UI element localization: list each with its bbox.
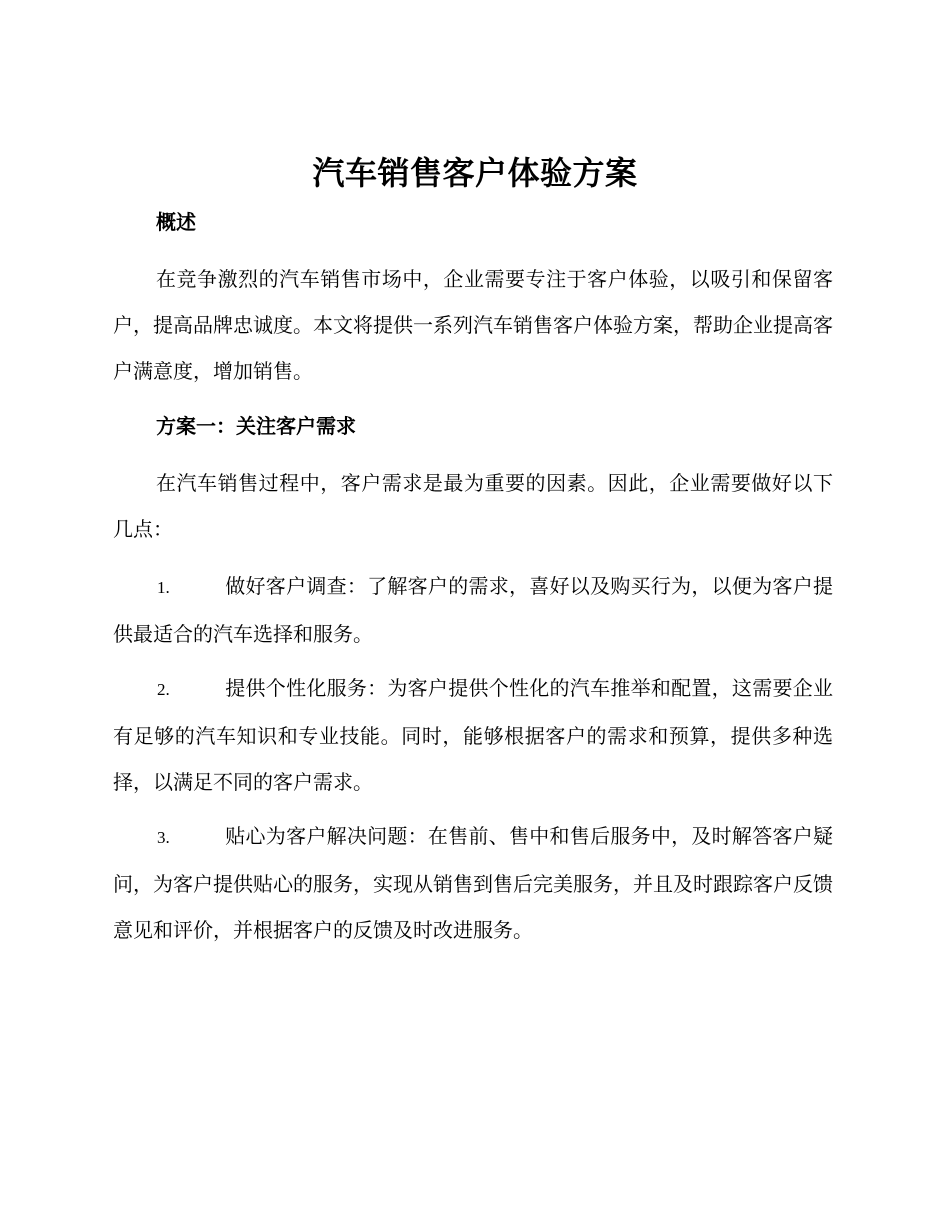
list-item-text: 做好客户调查：了解客户的需求，喜好以及购买行为，以便为客户提供最适合的汽车选择和服务。	[113, 574, 833, 646]
overview-paragraph: 在竞争激烈的汽车销售市场中，企业需要专注于客户体验，以吸引和保留客户，提高品牌忠诚度。本文将提供一系列汽车销售客户体验方案，帮助企业提高客户满意度，增加销售。	[113, 267, 833, 383]
list-item	[113, 813, 833, 953]
plan1-intro-paragraph: 在汽车销售过程中，客户需求是最为重要的因素。因此，企业需要做好以下几点：	[113, 471, 833, 541]
list-item-number: 3.	[157, 828, 170, 847]
list-item-text: 提供个性化服务：为客户提供个性化的汽车推举和配置，这需要企业有足够的汽车知识和专业技能。同时，能够根据客户的需求和预算，提供多种选择，以满足不同的客户需求。	[113, 676, 833, 794]
document-title: 汽车销售客户体验方案	[312, 154, 638, 192]
list-item	[113, 665, 833, 805]
list-item	[113, 563, 833, 657]
list-item-text: 贴心为客户解决问题：在售前、售中和售后服务中，及时解答客户疑问，为客户提供贴心的服务，实现从销售到售后完美服务，并且及时跟踪客户反馈意见和评价，并根据客户的反馈及时改进服务。	[113, 824, 833, 942]
list-item-number: 1.	[157, 578, 170, 597]
section-heading-plan1: 方案一：关注客户需求	[156, 414, 356, 438]
section-heading-overview: 概述	[156, 210, 196, 234]
list-item-number: 2.	[157, 680, 170, 699]
